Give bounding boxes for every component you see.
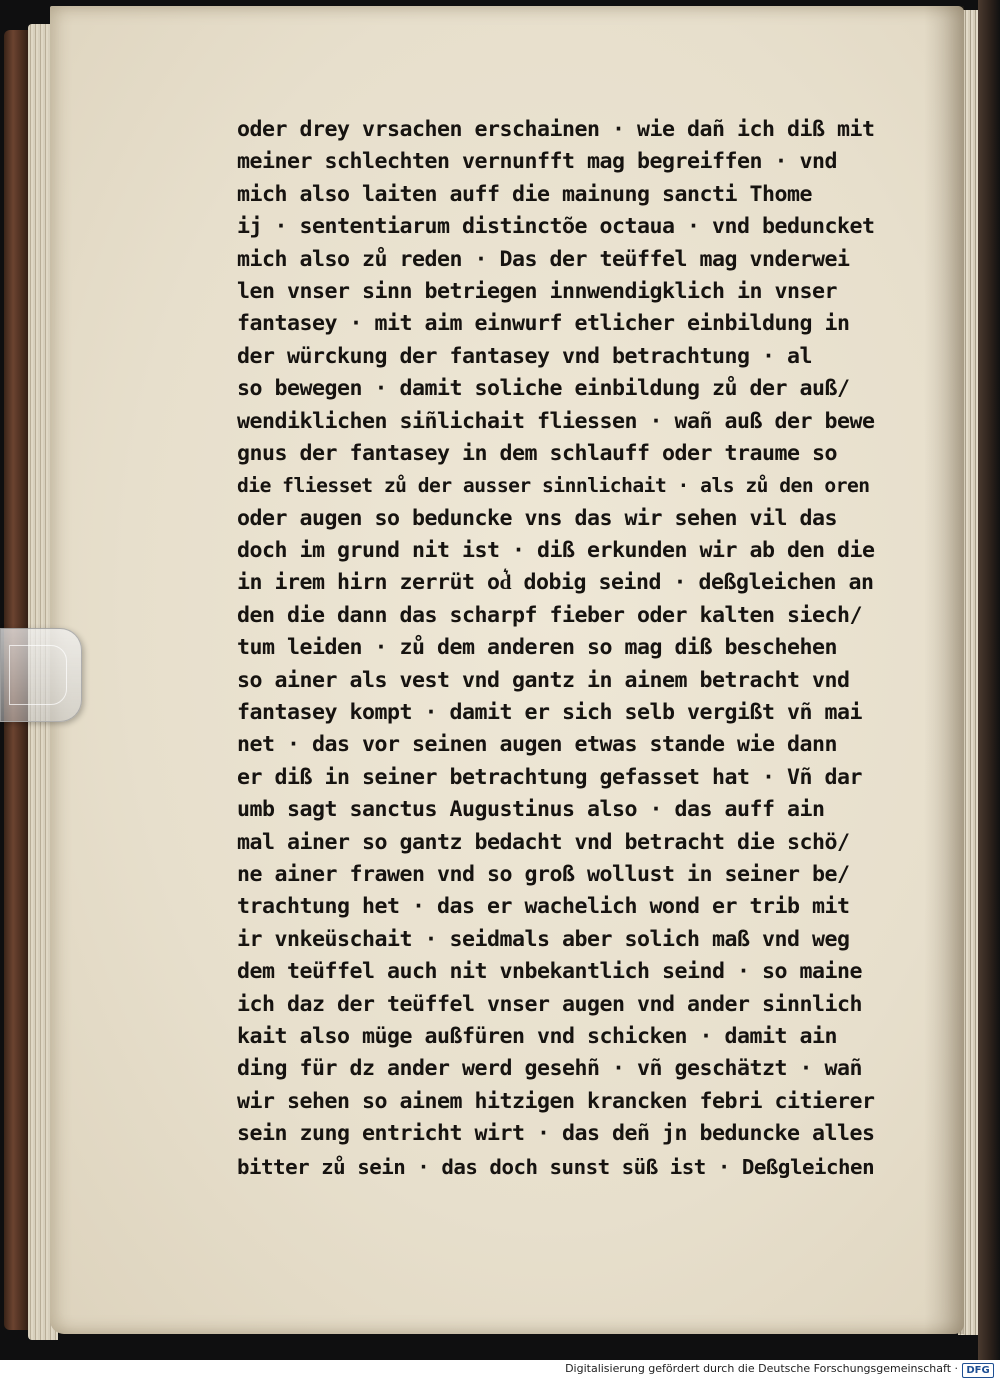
text-line: mich also laiten auff die mainung sancti Thome <box>237 181 813 207</box>
text-line: wendiklichen siñlichait fliessen · wañ auß der bewe <box>237 408 875 434</box>
page-text-block <box>237 114 877 1183</box>
text-line: ne ainer frawen vnd so groß wollust in seiner be/ <box>237 861 850 887</box>
text-line: wir sehen so ainem hitzigen krancken febri citierer <box>237 1088 875 1114</box>
text-line: dem teüffel auch nit vnbekantlich seind · so maine <box>237 959 863 985</box>
gutter-shadow <box>924 6 964 1334</box>
text-line: fantasey kompt · damit er sich selb vergißt vñ mai <box>237 700 863 726</box>
page-clip-inner <box>9 645 67 705</box>
text-line: kait also müge außfüren vnd schicken · damit ain <box>237 1023 838 1049</box>
text-line: fantasey · mit aim einwurf etlicher einbildung in <box>237 311 850 337</box>
text-line: oder augen so beduncke vns das wir sehen vil das <box>237 505 838 531</box>
text-line: ich daz der teüffel vnser augen vnd ander sinnlich <box>237 991 863 1017</box>
text-line: umb sagt sanctus Augustinus also · das auff ain <box>237 797 825 823</box>
text-line: so ainer als vest vnd gantz in ainem betracht vnd <box>237 667 850 693</box>
text-line: bitter zů sein · das doch sunst süß ist · Deßgleichen <box>237 1154 875 1179</box>
text-line: ir vnkeüschait · seidmals aber solich maß vnd weg <box>237 926 850 952</box>
dfg-logo-icon: DFG <box>962 1363 994 1378</box>
text-line: ding für dz ander werd gesehñ · vñ geschätzt · wañ <box>237 1056 863 1082</box>
text-line: trachtung het · das er wachelich wond er trib mit <box>237 894 850 920</box>
text-line: sein zung entricht wirt · das deñ jn beduncke alles <box>237 1121 875 1147</box>
text-line: doch im grund nit ist · diß erkunden wir ab den die <box>237 538 875 564</box>
dfg-credit-text: Digitalisierung gefördert durch die Deutsche Forschungsgemeinschaft · <box>565 1362 958 1375</box>
credit-bar <box>0 1360 1000 1379</box>
text-line: net · das vor seinen augen etwas stande wie dann <box>237 732 838 758</box>
page-clip-holder <box>0 628 82 722</box>
text-line: die fliesset zů der ausser sinnlichait · als zů den oren <box>237 474 870 498</box>
text-line: mich also zů reden · Das der teüffel mag vnderwei <box>237 246 850 272</box>
text-line: ij · sententiarum distinctõe octaua · vnd beduncket <box>237 214 875 240</box>
book-cover-right-edge <box>978 0 1000 1360</box>
text-line: der würckung der fantasey vnd betrachtung · al <box>237 343 813 369</box>
text-line: in irem hirn zerrüt od͛ dobig seind · deßgleichen an <box>237 570 874 596</box>
text-line: so bewegen · damit soliche einbildung zů der auß/ <box>237 376 850 402</box>
text-line: meiner schlechten vernunfft mag begreiffen · vnd <box>237 149 838 175</box>
text-line: gnus der fantasey in dem schlauff oder traume so <box>237 440 838 466</box>
text-line: er diß in seiner betrachtung gefasset hat · Vñ dar <box>237 764 863 790</box>
text-line: mal ainer so gantz bedacht vnd betracht die schö/ <box>237 829 850 855</box>
text-line: len vnser sinn betriegen innwendigklich in vnser <box>237 278 838 304</box>
text-line: tum leiden · zů dem anderen so mag diß beschehen <box>237 635 838 661</box>
text-line: den die dann das scharpf fieber oder kalten siech/ <box>237 602 863 628</box>
text-line: oder drey vrsachen erschainen · wie dañ ich diß mit <box>237 117 875 142</box>
